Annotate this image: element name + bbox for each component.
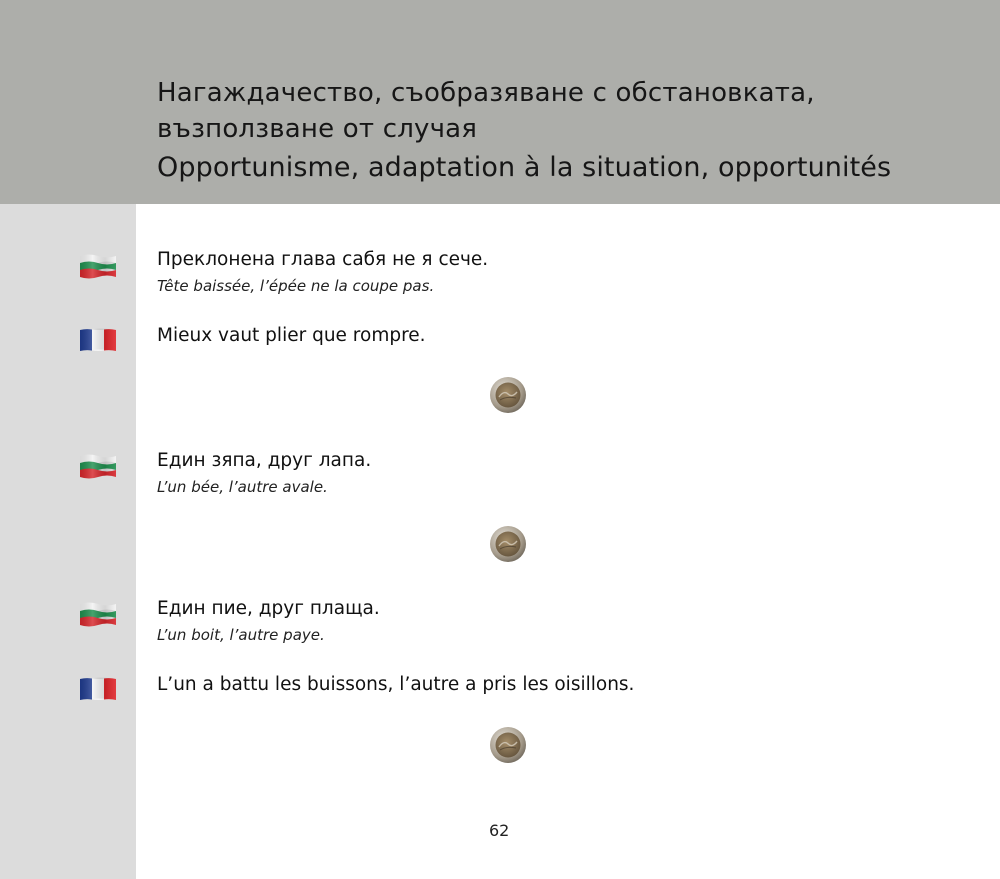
proverb-text: Преклонена глава сабя не я сече. <box>157 249 489 270</box>
chapter-title-bulgarian-line2: възползване от случая <box>157 114 478 144</box>
coin-icon <box>489 376 527 414</box>
bulgaria-flag-icon <box>79 253 117 279</box>
proverb-text: Един зяпа, друг лапа. <box>157 450 372 471</box>
proverb-text: Един пие, друг плаща. <box>157 598 380 619</box>
proverb-translation: Tête baissée, l’épée ne la coupe pas. <box>157 277 435 295</box>
coin-icon <box>489 525 527 563</box>
chapter-title-bulgarian-line1: Нагаждачество, съобразяване с обстановката, <box>157 78 815 108</box>
left-margin-bar <box>0 204 136 879</box>
proverb-text: Mieux vaut plier que rompre. <box>157 325 426 346</box>
france-flag-icon <box>79 327 117 353</box>
bulgaria-flag-icon <box>79 601 117 627</box>
proverb-translation: L’un boit, l’autre paye. <box>157 626 325 644</box>
chapter-title-french: Opportunisme, adaptation à la situation, opportunités <box>157 152 892 183</box>
page-number: 62 <box>489 821 510 840</box>
chapter-header <box>0 0 1000 204</box>
proverb-text: L’un a battu les buissons, l’autre a pris les oisillons. <box>157 674 635 695</box>
france-flag-icon <box>79 676 117 702</box>
coin-icon <box>489 726 527 764</box>
bulgaria-flag-icon <box>79 453 117 479</box>
proverb-translation: L’un bée, l’autre avale. <box>157 478 328 496</box>
